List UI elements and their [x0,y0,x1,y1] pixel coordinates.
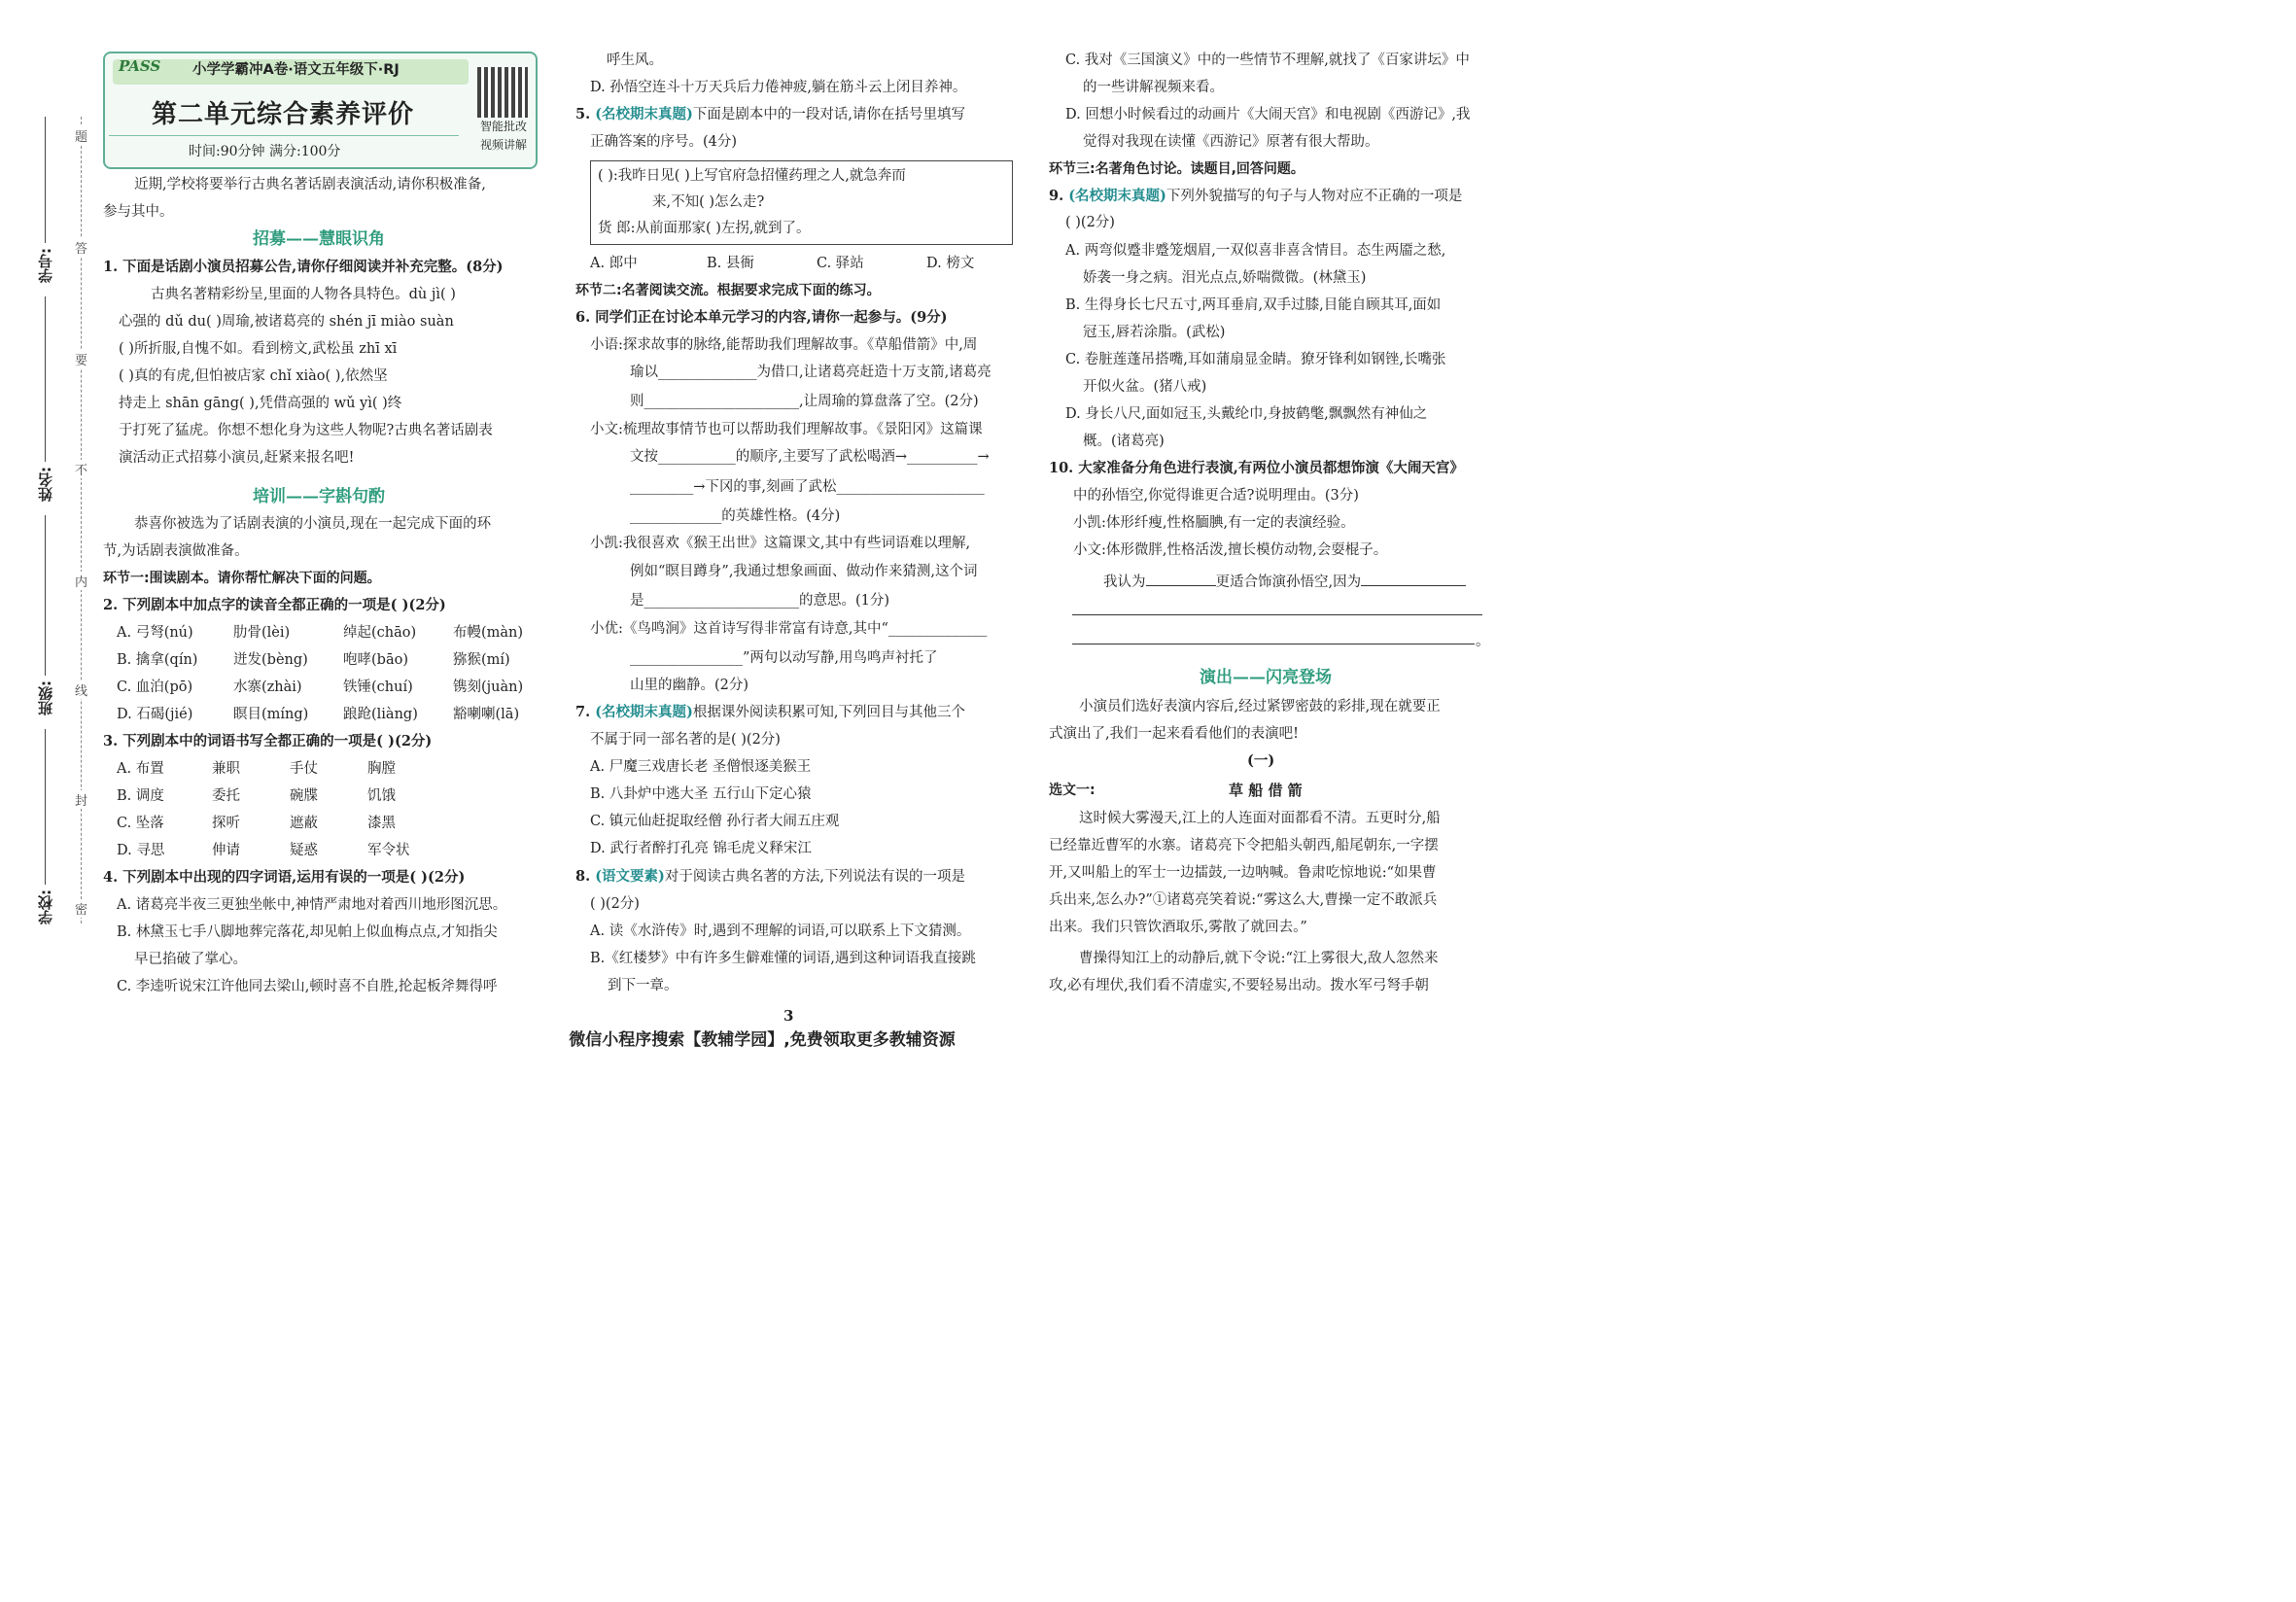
option: B. 八卦炉中逃大圣 五行山下定心猿 [590,786,812,802]
full-stop: 。 [1476,634,1490,649]
name-line [45,296,46,462]
cut-char: 不 [75,460,87,478]
q6-line: 瑜以______________为借口,让诸葛亮赶造十万支箭,诸葛亮 [630,365,991,380]
qr-caption [472,118,535,155]
section-heading: 演出——闪亮登场 [1200,668,1332,687]
q1-line: ( )所折服,自愧不如。看到榜文,武松虽 zhī xī [119,341,398,357]
answer-line[interactable] [1072,614,1482,615]
option: 到下一章。 [608,978,678,993]
question-tag: (语文要素) [595,868,665,885]
option: 疑惑 [290,843,318,858]
option: D. 武行者醉打孔亮 锦毛虎义释宋江 [590,841,812,856]
question-7 [575,703,965,722]
option: 饥饿 [367,788,396,804]
q1-line: 持走上 shān gāng( ),凭借高强的 wǔ yì( )终 [119,396,402,411]
link-heading: 环节三:名著角色讨论。读题目,回答问题。 [1049,161,1305,177]
q10-answer-text: 我认为 [1103,575,1146,590]
q6-line: 例如“瞑目蹲身”,我通过想象画面、做动作来猜测,这个词 [630,564,978,579]
option: 觉得对我现在读懂《西游记》原著有很大帮助。 [1083,134,1379,150]
q1-line: 古典名著精彩纷呈,里面的人物各具特色。dù jì( ) [151,287,456,302]
option: A. 诸葛亮半夜三更独坐帐中,神情严肃地对着西川地形图沉思。 [117,897,507,913]
q8-line: ( )(2分) [590,896,640,912]
q1-line: 演活动正式招募小演员,赶紧来报名吧! [119,450,355,466]
intro-text: 恭喜你被选为了话剧表演的小演员,现在一起完成下面的环 [134,516,492,532]
student-id-label: 学号: [37,248,54,283]
option: 猕猴(mí) [453,652,510,668]
school-line [45,729,46,885]
intro-text: 近期,学校将要举行古典名著话剧表演活动,请你积极准备, [134,177,486,192]
question-1: 1. 下面是话剧小演员招募公告,请你仔细阅读并补充完整。(8分) [103,259,504,275]
passage-line: 曹操得知江上的动静后,就下令说:“江上雾很大,敌人忽然来 [1079,951,1439,966]
q6-line: _________→下冈的事,刻画了武松_____________________ [630,479,985,495]
option: B. 调度 [117,788,164,804]
option: 瞑目(míng) [233,707,309,722]
option: D. 孙悟空连斗十万天兵后力倦神疲,躺在筋斗云上闭目养神。 [590,80,967,95]
option: 迸发(bèng) [233,652,308,668]
option: A. 读《水浒传》时,遇到不理解的词语,可以联系上下文猜测。 [590,923,971,939]
option: 开似火盆。(猪八戒) [1083,379,1207,395]
passage-line: 这时候大雾漫天,江上的人连面对面都看不清。五更时分,船 [1079,811,1441,826]
passage-line: 已经靠近曹军的水寨。诸葛亮下令把船头朝西,船尾朝东,一字摆 [1049,838,1439,853]
option: 镌刻(juàn) [453,679,524,695]
option: 伸请 [212,843,240,858]
header-box [103,52,538,169]
option: A. 布置 [117,761,164,777]
qr-code-icon[interactable] [477,67,528,118]
q6-line: 小凯:我很喜欢《猴王出世》这篇课文,其中有些词语难以理解, [590,536,971,551]
option: 漆黑 [367,816,396,831]
option: 娇袭一身之病。泪光点点,娇喘微微。(林黛玉) [1083,270,1367,286]
q6-line: _____________的英雄性格。(4分) [630,508,841,524]
option: C. 坠落 [117,816,164,831]
cut-char: 封 [75,790,87,809]
option: B.《红楼梦》中有许多生僻难懂的词语,遇到这种词语我直接跳 [590,951,976,966]
dialogue-line: 来,不知( )怎么走? [652,194,765,210]
q1-line: 于打死了猛虎。你想不想化身为这些人物呢?古典名著话剧表 [119,423,493,438]
q6-line: 文按___________的顺序,主要写了武松喝酒→__________→ [630,449,990,465]
question-3: 3. 下列剧本中的词语书写全都正确的一项是( )(2分) [103,733,433,749]
question-10: 10. 大家准备分角色进行表演,有两位小演员都想饰演《大闹天宫》 [1049,460,1464,476]
option: 兼职 [212,761,240,777]
qr-caption-line: 视频讲解 [479,138,527,152]
option: A. 弓弩(nú) [117,625,193,641]
option: 委托 [212,788,240,804]
option: D. 身长八尺,面如冠玉,头戴纶巾,身披鹤氅,飘飘然有神仙之 [1065,406,1428,422]
cut-char: 线 [75,680,87,699]
option: 冠玉,唇若涂脂。(武松) [1083,325,1226,340]
q-text: 根据课外阅读积累可知,下列回目与其他三个 [692,705,966,720]
option: C. 我对《三国演义》中的一些情节不理解,就找了《百家讲坛》中 [1065,52,1470,68]
option: 探听 [212,816,240,831]
question-tag: (名校期末真题) [595,106,693,122]
footer-banner: 微信小程序搜索【教辅学园】,免费领取更多教辅资源 [569,1030,956,1050]
link-heading: 环节二:名著阅读交流。根据要求完成下面的练习。 [575,283,881,298]
q10-line: 中的孙悟空,你觉得谁更合适?说明理由。(3分) [1073,488,1359,504]
question-5 [575,105,965,124]
option: 早已掐破了掌心。 [134,952,247,967]
question-9 [1049,187,1462,206]
option: D. 回想小时候看过的动画片《大闹天宫》和电视剧《西游记》,我 [1065,107,1471,122]
intro-text: 参与其中。 [103,204,174,220]
cut-char: 要 [75,350,87,368]
question-tag: (名校期末真题) [1068,188,1166,204]
answer-blank[interactable] [1361,570,1466,586]
option: C. 血泊(pō) [117,679,193,695]
option: 肋骨(lèi) [233,625,291,641]
page-number: 3 [783,1007,794,1025]
part-label: (一) [1247,752,1275,769]
passage-line: 开,又叫船上的军士一边擂鼓,一边呐喊。鲁肃吃惊地说:“如果曹 [1049,865,1437,881]
q6-line: 是______________________的意思。(1分) [630,593,890,609]
cut-char: 密 [75,899,87,918]
option: 绰起(chāo) [343,625,417,641]
option-continued: 呼生风。 [607,52,663,68]
q-number: 7. [575,704,596,720]
header-rule [109,135,459,136]
selection-label: 选文一: [1049,783,1096,798]
option: 军令状 [367,843,410,858]
option: A. 两弯似蹙非蹙笼烟眉,一双似喜非喜含情目。态生两靥之愁, [1065,243,1446,259]
option: 豁喇喇(lā) [453,707,520,722]
option: 咆哮(bāo) [343,652,408,668]
q6-line: 小语:探求故事的脉络,能帮助我们理解故事。《草船借箭》中,周 [590,337,978,353]
option: D. 寻思 [117,843,165,858]
option: 遮蔽 [290,816,318,831]
student-id-line [45,117,46,243]
intro-text: 节,为话剧表演做准备。 [103,543,249,559]
passage-line: 攻,必有埋伏,我们看不清虚实,不要轻易出动。拨水军弓弩手朝 [1049,978,1429,993]
exam-meta: 时间:90分钟 满分:100分 [189,144,341,159]
option: 胸膛 [367,761,396,777]
option: C. 卷脏莲蓬吊搭嘴,耳如蒲扇显金睛。獠牙锋利如钢锉,长嘴张 [1065,352,1446,367]
q1-line: ( )真的有虎,但怕被店家 chǐ xiào( ),依然坚 [119,368,388,384]
q6-line: 则______________________,让周瑜的算盘落了空。(2分) [630,394,979,409]
option: 的一些讲解视频来看。 [1083,80,1224,95]
q6-line: 小优:《鸟鸣涧》这首诗写得非常富有诗意,其中“______________ [590,621,988,637]
option: D. 榜文 [926,256,975,271]
q1-line: 心强的 dǔ du( )周瑜,被诸葛亮的 shén jī miào suàn [119,314,454,330]
cut-char: 答 [75,238,87,257]
q10-answer [1103,570,1466,592]
series-name: 小学学霸冲A卷·语文五年级下·RJ [192,62,400,78]
class-label: 班级: [37,680,54,715]
dialogue-line: ( ):我昨日见( )上写官府急招懂药理之人,就急奔而 [598,168,906,184]
brand-logo: PASS [119,57,161,75]
q-text: 对于阅读古典名著的方法,下列说法有误的一项是 [664,869,966,885]
cut-char: 题 [75,126,87,145]
dialogue-line: 货 郎:从前面那家( )左拐,就到了。 [598,221,811,236]
q-number: 5. [575,106,596,122]
question-4: 4. 下列剧本中出现的四字词语,运用有误的一项是( )(2分) [103,869,466,886]
q10-line: 小文:体形微胖,性格活泼,擅长模仿动物,会耍棍子。 [1073,542,1388,558]
section-heading: 招募——慧眼识角 [253,229,385,249]
option: 水寨(zhài) [233,679,302,695]
section-heading: 培训——字斟句酌 [253,487,385,506]
selection-title: 草 船 借 箭 [1229,782,1303,799]
option: D. 石碣(jié) [117,707,193,722]
qr-caption-line: 智能批改 [479,120,527,133]
passage-line: 兵出来,怎么办?”①诸葛亮笑着说:“雾这么大,曹操一定不敢派兵 [1049,892,1438,908]
q6-line: 山里的幽静。(2分) [630,678,749,693]
q10-line: 小凯:体形纤瘦,性格腼腆,有一定的表演经验。 [1073,515,1355,531]
option: A. 尸魔三戏唐长老 圣僧恨逐美猴王 [590,759,812,775]
option: 布幔(màn) [453,625,524,641]
question-8 [575,867,965,887]
option: B. 县衙 [707,256,754,271]
page-title: 第二单元综合素养评价 [152,100,415,129]
question-6: 6. 同学们正在讨论本单元学习的内容,请你一起参与。(9分) [575,309,948,326]
intro-text: 式演出了,我们一起来看看他们的表演吧! [1049,726,1299,742]
answer-blank[interactable] [1146,570,1216,586]
class-line [45,515,46,676]
q10-answer-text: 更适合饰演孙悟空,因为 [1215,575,1362,590]
intro-text: 小演员们选好表演内容后,经过紧锣密鼓的彩排,现在就要正 [1079,699,1441,714]
school-label: 学校: [37,889,54,924]
option: 碗牒 [290,788,318,804]
question-2: 2. 下列剧本中加点字的读音全都正确的一项是( )(2分) [103,597,446,613]
option: B. 林黛玉七手八脚地葬完落花,却见帕上似血梅点点,才知指尖 [117,924,498,940]
option: 铁锤(chuí) [343,679,413,695]
q-number: 9. [1049,188,1069,204]
name-label: 姓名: [37,467,54,502]
q7-line: 不属于同一部名著的是( )(2分) [590,732,781,748]
q-text: 下面是剧本中的一段对话,请你在括号里填写 [692,107,966,122]
q9-line: ( )(2分) [1065,215,1115,230]
passage-line: 出来。我们只管饮酒取乐,雾散了就回去。” [1049,920,1307,935]
option: 踉跄(liàng) [343,707,418,722]
q5-line: 正确答案的序号。(4分) [590,134,738,150]
q-text: 下列外貌描写的句子与人物对应不正确的一项是 [1165,189,1463,204]
question-tag: (名校期末真题) [595,704,693,720]
q6-line: ________________”两句以动写静,用鸟鸣声衬托了 [630,650,938,666]
option: B. 生得身长七尺五寸,两耳垂肩,双手过膝,目能自顾其耳,面如 [1065,297,1442,313]
link-heading: 环节一:围读剧本。请你帮忙解决下面的问题。 [103,571,381,586]
q6-line: 小文:梳理故事情节也可以帮助我们理解故事。《景阳冈》这篇课 [590,422,983,437]
option: 手仗 [290,761,318,777]
cut-char: 内 [75,572,87,590]
option: A. 郎中 [590,256,638,271]
option: C. 镇元仙赶捉取经僧 孙行者大闹五庄观 [590,814,840,829]
option: C. 李逵听说宋江许他同去梁山,顿时喜不自胜,抡起板斧舞得呼 [117,979,498,994]
option: C. 驿站 [817,256,864,271]
q-number: 8. [575,868,596,885]
option: 概。(诸葛亮) [1083,434,1165,449]
option: B. 擒拿(qín) [117,652,198,668]
